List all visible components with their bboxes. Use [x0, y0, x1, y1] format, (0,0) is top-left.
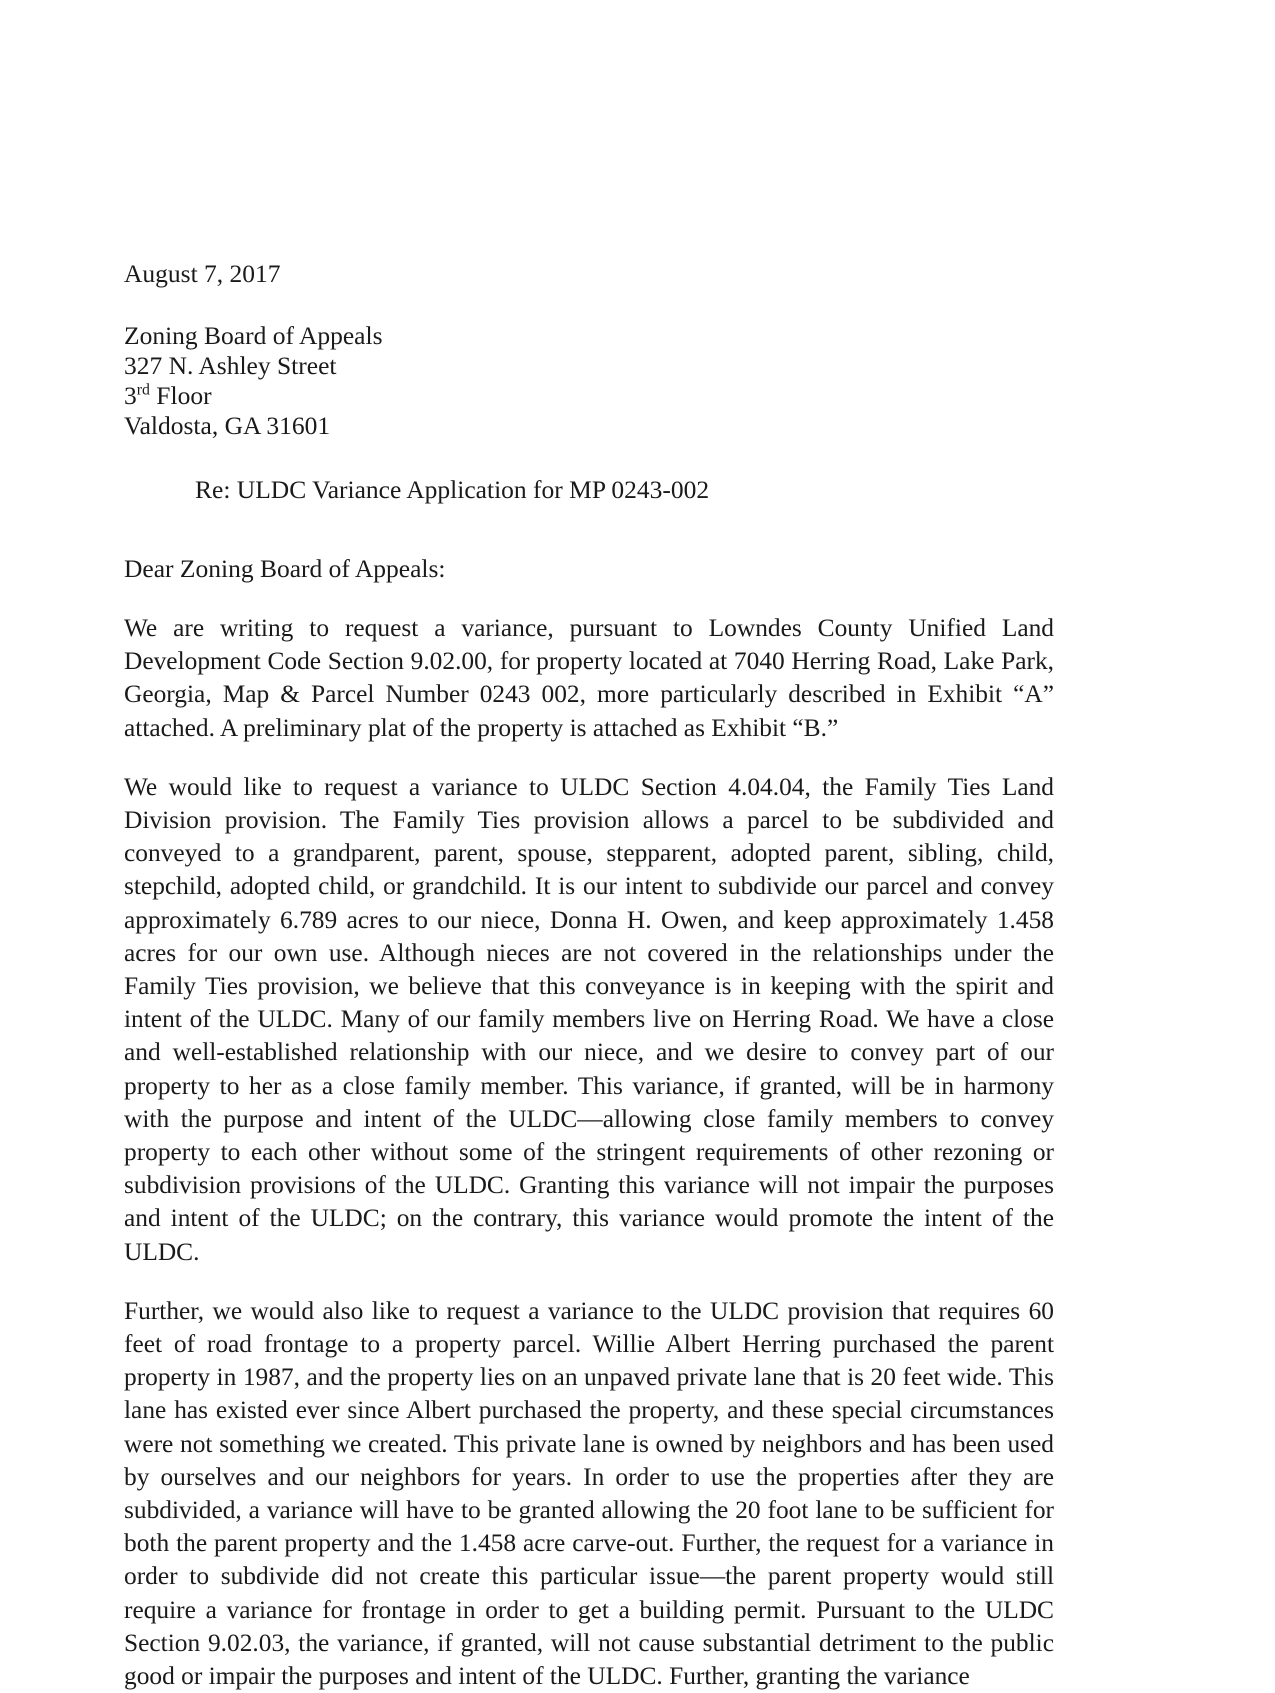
recipient-address [124, 321, 1054, 441]
body-paragraph-2: We would like to request a variance to ULDC Section 4.04.04, the Family Ties Land Division provision. The Family Ties provision allows a parcel to be subdivided and conveyed to a grandparent, parent, spouse, stepparent, adopted parent, sibling, child, stepchild, adopted child, or grandchild. It is our intent to subdivide our parcel and convey approximately 6.789 acres to our niece, Donna H. Owen, and keep approximately 1.458 acres for our own use. Although nieces are not covered in the relationships under the Family Ties provision, we believe that this conveyance is in keeping with the spirit and intent of the ULDC. Many of our family members live on Herring Road. We have a close and well-established relationship with our niece, and we desire to convey part of our property to her as a close family member. This variance, if granted, will be in harmony with the purpose and intent of the ULDC—allowing close family members to convey property to each other without some of the stringent requirements of other rezoning or subdivision provisions of the ULDC. Granting this variance will not impair the purposes and intent of the ULDC; on the contrary, this variance would promote the intent of the ULDC. [124, 772, 1054, 1266]
recipient-floor-ordinal: rd [136, 381, 150, 399]
recipient-street: 327 N. Ashley Street [124, 351, 337, 380]
subject-line: Re: ULDC Variance Application for MP 0243-002 [195, 475, 710, 504]
recipient-name: Zoning Board of Appeals [124, 321, 383, 350]
body-paragraph-3: Further, we would also like to request a variance to the ULDC provision that requires 60 feet of road frontage to a property parcel. Willie Albert Herring purchased the parent property in 1987, and the property lies on an unpaved private lane that is 20 feet wide. This lane has existed ever since Albert purchased the property, and these special circumstances were not something we created. This private lane is owned by neighbors and has been used by ourselves and our neighbors for years. In order to use the properties after they are subdivided, a variance will have to be granted allowing the 20 foot lane to be sufficient for both the parent property and the 1.458 acre carve-out. Further, the request for a variance in order to subdivide did not create this particular issue—the parent property would still require a variance for frontage in order to get a building permit. Pursuant to the ULDC Section 9.02.03, the variance, if granted, will not cause substantial detriment to the public good or impair the purposes and intent of the ULDC. Further, granting the variance [124, 1296, 1054, 1691]
salutation: Dear Zoning Board of Appeals: [124, 554, 446, 583]
recipient-floor-number: 3 [124, 381, 137, 410]
recipient-floor [124, 381, 1054, 411]
recipient-city-state-zip: Valdosta, GA 31601 [124, 411, 331, 440]
letter-date: August 7, 2017 [124, 259, 281, 288]
recipient-floor-word: Floor [149, 381, 212, 410]
body-paragraph-1: We are writing to request a variance, pursuant to Lowndes County Unified Land Development Code Section 9.02.00, for property located at 7040 Herring Road, Lake Park, Georgia, Map & Parcel Number 0243 002, more particularly described in Exhibit “A” attached. A preliminary plat of the property is attached as Exhibit “B.” [124, 614, 1054, 742]
letter-body [124, 258, 1054, 1693]
